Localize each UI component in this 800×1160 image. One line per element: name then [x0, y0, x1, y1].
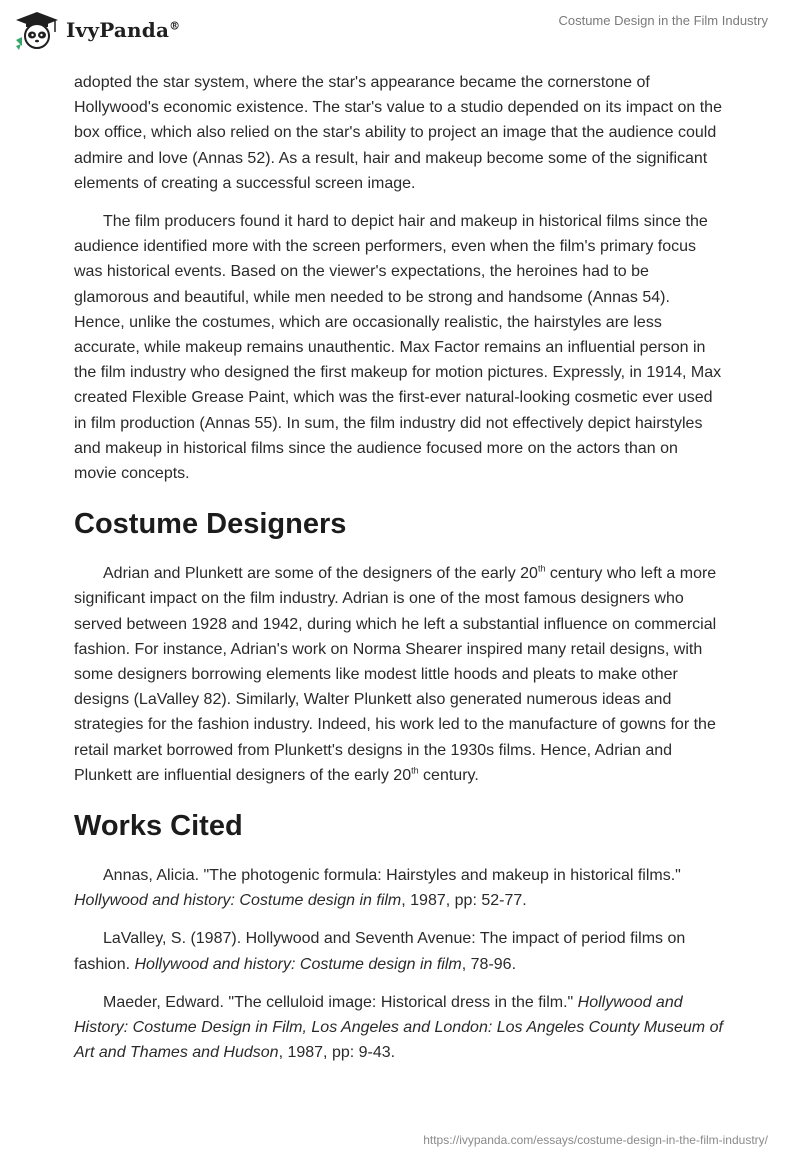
citation-source: Hollywood and history: Costume design in film	[74, 892, 402, 910]
citation-tail: , 1987, pp: 52-77.	[401, 892, 527, 910]
designers-text-a: Adrian and Plunkett are some of the designers of the early 20	[103, 565, 538, 583]
logo-wordmark: IvyPanda®	[66, 18, 181, 42]
citation-text: LaValley, S. (1987). Hollywood and Seventh Avenue: The impact of period films on fashion.	[74, 930, 686, 973]
article-body	[74, 70, 724, 1079]
document-title: Costume Design in the Film Industry	[558, 13, 768, 28]
ivypanda-logo[interactable]	[14, 8, 180, 52]
ordinal-sup-1: th	[537, 563, 546, 574]
citation-source: Hollywood and History: Costume Design in Film, Los Angeles and London: Los Angeles County Museum of Art and Thames and Hudson	[74, 993, 723, 1062]
citation-tail: , 78-96.	[461, 955, 517, 973]
page-header	[0, 0, 800, 46]
citation-text: Maeder, Edward. "The celluloid image: Historical dress in the film."	[103, 993, 578, 1011]
heading-works-cited: Works Cited	[74, 810, 243, 843]
heading-costume-designers: Costume Designers	[74, 508, 347, 541]
citation-tail: , 1987, pp: 9-43.	[278, 1044, 396, 1062]
ordinal-sup-2: th	[411, 765, 419, 776]
citation-maeder	[74, 990, 724, 1066]
designers-text-c: century.	[418, 766, 479, 784]
citation-text: Annas, Alicia. "The photogenic formula: Hairstyles and makeup in historical films."	[103, 867, 681, 885]
panda-graduate-icon	[14, 10, 60, 50]
designers-text-b: century who left a more significant impact on the film industry. Adrian is one of the most famous designers who served between 1928 and 1942, during which he left a substantial influence on commercial fashion. For instance, Adrian's work on Norma Shearer inspired many retail designs, with some designers borrowing elements like modest little hoods and pleats to make other designs (LaValley 82). Similarly, Walter Plunkett also generated numerous ideas and strategies for the fashion industry. Indeed, his work led to the manufacture of gowns for the retail market borrowed from Plunkett's designs in the 1930s films. Hence, Adrian and Plunkett are influential designers of the early 20	[74, 565, 717, 784]
citation-annas	[74, 863, 724, 913]
paragraph-star-system: adopted the star system, where the star's appearance became the cornerstone of Hollywood's economic existence. The star's value to a studio depended on its impact on the box office, which also relied on the star's ability to project an image that the audience could admire and love (Annas 52). As a result, hair and makeup become some of the significant elements of creating a successful screen image.	[74, 74, 722, 192]
citation-source: Hollywood and history: Costume design in film	[134, 955, 462, 973]
paragraph-designers	[74, 561, 724, 788]
paragraph-hair-makeup: The film producers found it hard to depict hair and makeup in historical films since the audience identified more with the screen performers, even when the film's primary focus was historical events. Based on the viewer's expectations, the heroines had to be glamorous and beautiful, while men needed to be strong and handsome (Annas 54). Hence, unlike the costumes, which are occasionally realistic, the hairstyles are less accurate, while makeup remains unauthentic. Max Factor remains an influential person in the film industry who designed the first makeup for motion pictures. Expressly, in 1914, Max created Flexible Grease Paint, which was the first-ever natural-looking cosmetic ever used in film production (Annas 55). In sum, the film industry did not effectively depict hairstyles and makeup in historical films since the audience focused more on the actors than on movie concepts.	[74, 213, 722, 483]
footer-url-link[interactable]: https://ivypanda.com/essays/costume-design-in-the-film-industry/	[423, 1133, 768, 1147]
citation-lavalley	[74, 926, 724, 976]
